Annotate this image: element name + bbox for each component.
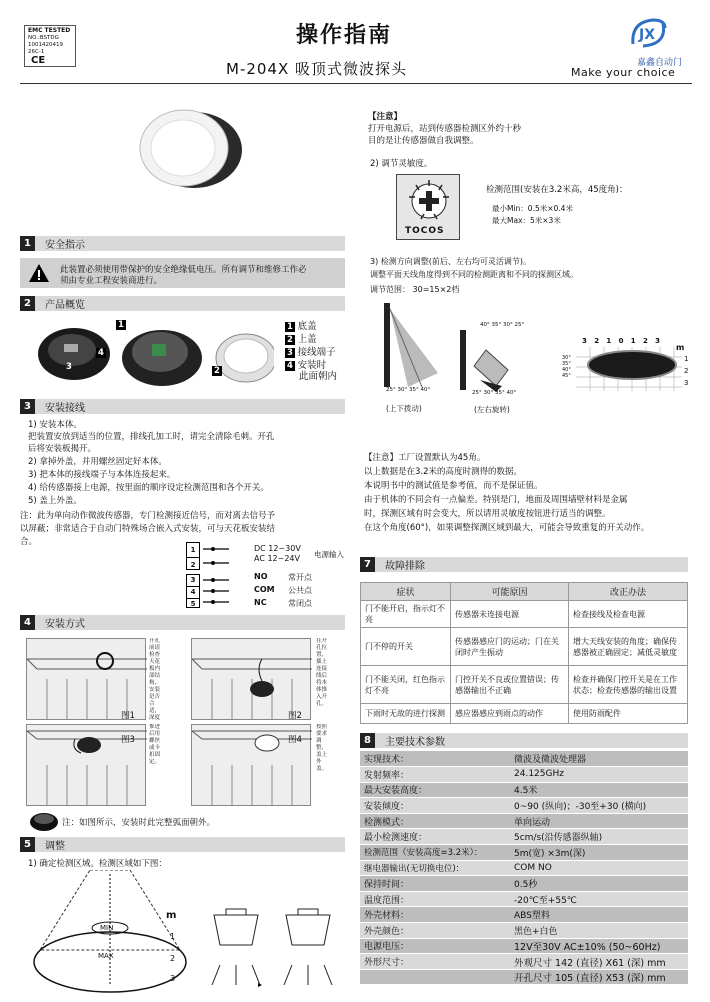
section-3-bar <box>20 399 345 414</box>
section-4-bar <box>20 615 345 630</box>
legend-text: 底盖 <box>297 321 317 332</box>
install-figures <box>26 638 346 806</box>
wiring-lines-svg <box>201 542 241 608</box>
spec-value: 外观尺寸 142 (直径) X61 (深) mm <box>510 954 688 970</box>
adjust-line-1: 1) 确定检测区域。检测区域如下图： <box>28 859 167 869</box>
grid-right-2: 2 <box>684 367 689 375</box>
section-8-title: 主要技术参数 <box>385 737 445 748</box>
install-figure-1 <box>26 638 146 720</box>
spec-key: 检测范围（安装高度=3.2米）： <box>360 845 510 861</box>
knob-dial-icon <box>397 175 461 225</box>
para-line-5: 在这个角度(60°)，如果调整探测区域到最大，可能会导致重复的开关动作。 <box>364 523 650 533</box>
part-num-3: 3 <box>66 362 72 372</box>
section-1-number: 1 <box>20 236 35 251</box>
table-row <box>361 666 688 704</box>
tilt-caption: (上下拨动) <box>386 404 422 413</box>
install-side-text-4: 按照要求调整，盖上外盖。 <box>316 724 328 772</box>
rotate-caption: (左右旋转) <box>474 405 510 414</box>
scale-tick-2: 2 <box>170 954 176 963</box>
table-cell: 传感器未连接电源 <box>451 601 569 628</box>
page-title: 操作指南 <box>296 23 393 48</box>
note-line-1: 打开电源后，站到传感器检测区外约十秒 <box>368 124 522 134</box>
table-header: 改正办法 <box>569 583 688 601</box>
wiring-line: 把装置安放到适当的位置，排线孔加工时，请完全清除毛刺。开孔 <box>28 432 275 442</box>
terminal-block-top <box>186 542 200 570</box>
grid-right-3: 3 <box>684 379 689 387</box>
table-header: 症状 <box>361 583 451 601</box>
section-3-number: 3 <box>20 399 35 414</box>
legend-num: 4 <box>287 361 293 371</box>
terminal-4: 4 <box>187 586 199 598</box>
wiring-line: 3) 把本体的接线端子与本体连接起来。 <box>28 470 176 480</box>
grid-x: 2 <box>642 337 648 345</box>
spec-key: 发射频率： <box>360 767 510 783</box>
relay-nc-text: 常闭点 <box>288 599 312 608</box>
rotate-angles-bottom: 25° 30° 35° 40° <box>472 390 517 396</box>
wiring-line: 合。 <box>20 537 38 547</box>
terminal-2: 2 <box>187 557 199 572</box>
section-4-number: 4 <box>20 615 35 630</box>
spec-row <box>360 798 688 814</box>
section-3-title: 安装接线 <box>45 403 85 414</box>
grid-left-3: 40° <box>562 367 571 373</box>
spec-key: 继电器输出(无切换电位)： <box>360 860 510 876</box>
grid-left-2: 35° <box>562 361 571 367</box>
spec-table <box>360 751 688 985</box>
knob-label: TOCOS <box>405 226 445 236</box>
scale-tick-3: 3 <box>170 974 176 983</box>
para-line-2: 本说明书中的测试值是参考值，而不是保证值。 <box>364 481 543 491</box>
legend-item-2 <box>285 331 317 345</box>
part-num-4: 4 <box>98 348 104 358</box>
spec-value: ABS塑料 <box>510 907 688 923</box>
mount-angle-diagrams <box>200 905 350 997</box>
spec-value: 5cm/s(沿传感器纵轴) <box>510 829 688 845</box>
grid-x: 0 <box>618 337 624 345</box>
table-cell: 检查并确保门控开关是在工作状态；检查传感器的输出设置 <box>569 666 688 704</box>
spec-value: 5m(宽) ×3m(深) <box>510 845 688 861</box>
wiring-line: 5) 盖上外盖。 <box>28 496 82 506</box>
spec-row <box>360 860 688 876</box>
brand-logo <box>627 14 669 52</box>
spec-key: 温度范围： <box>360 891 510 907</box>
grid-unit: m <box>676 343 685 352</box>
sensitivity-title: 2) 调节灵敏度。 <box>370 159 433 169</box>
spec-row <box>360 767 688 783</box>
detection-grid <box>562 337 692 397</box>
spec-value: 4.5米 <box>510 782 688 798</box>
spec-value: COM NO <box>510 860 688 876</box>
svg-text:JX: JX <box>639 27 656 43</box>
detection-area-diagram <box>30 870 190 994</box>
table-cell: 传感器感应门的运动；门在关闭时产生振动 <box>451 628 569 666</box>
spec-row <box>360 876 688 892</box>
detection-max-label: MAX <box>98 952 114 960</box>
para-line-4: 时，探测区域有时会变大，所以请用灵敏度按钮进行适当的调整。 <box>364 509 611 519</box>
product-photo-svg <box>128 104 248 194</box>
spec-key: 电源电压： <box>360 938 510 954</box>
install-figure-2 <box>191 638 311 720</box>
rotate-diagram <box>460 320 530 413</box>
relay-no-text: 常开点 <box>288 573 312 582</box>
table-row <box>361 601 688 628</box>
section-8-bar <box>360 733 688 748</box>
scale-tick-1: 1 <box>170 932 176 941</box>
spec-row <box>360 891 688 907</box>
tilt-diagram-svg <box>378 303 448 395</box>
spec-value: 黑色+白色 <box>510 923 688 939</box>
detection-min-label: MIN <box>100 924 114 932</box>
section-2-number: 2 <box>20 296 35 311</box>
legend-text: 接线端子 <box>297 347 336 358</box>
page-subtitle: M-204X 吸顶式微波探头 <box>226 60 408 78</box>
tilt-angles: 25° 30° 35° 40° <box>386 387 431 393</box>
legend-item-3 <box>285 344 336 358</box>
install-note-icon <box>28 810 60 832</box>
spec-key: 外形尺寸： <box>360 954 510 970</box>
grid-x: 2 <box>594 337 600 345</box>
mount-angle-svg <box>200 905 350 997</box>
grid-x: 3 <box>582 337 587 345</box>
range-title: 检测范围(安装在3.2米高，45度角)： <box>486 185 628 195</box>
figure-2-label: 图2 <box>288 711 302 721</box>
tilt-diagram <box>378 303 448 413</box>
spec-value: 单向运动 <box>510 813 688 829</box>
spec-row <box>360 907 688 923</box>
wiring-line: 以屏蔽；非常适合于自动门特殊场合嵌入式安装，可与天花板安装结 <box>20 524 276 534</box>
legend-item-4-extra: 此面朝内 <box>299 371 338 382</box>
safety-warning-box <box>20 258 345 288</box>
relay-com-text: 公共点 <box>288 586 312 595</box>
brand-name: 嘉鑫自动门 <box>637 58 683 68</box>
spec-row <box>360 954 688 970</box>
para-line-3: 由于机体的不同会有一点偏差。特别是门，地面及周围墙壁材料是金属 <box>364 495 628 505</box>
rotate-angles-top: 40° 35° 30° 25° <box>480 322 525 328</box>
emc-line1: EMC TESTED <box>28 27 71 34</box>
grid-top-labels <box>582 337 660 345</box>
section-2-bar <box>20 296 345 311</box>
emc-label <box>24 25 76 67</box>
spec-key: 实现技术： <box>360 751 510 767</box>
spec-key: 保持时间： <box>360 876 510 892</box>
spec-row <box>360 845 688 861</box>
table-cell: 感应器感应到雨点的动作 <box>451 704 569 724</box>
spec-key: 最大安装高度： <box>360 782 510 798</box>
spec-key: 外壳颜色： <box>360 923 510 939</box>
spec-key: 安装倾度： <box>360 798 510 814</box>
direction-line-3: 调节范围： 30=15×2档 <box>370 285 460 294</box>
table-cell: 增大天线安装的角度；确保传感器被正确固定；减低灵敏度 <box>569 628 688 666</box>
legend-text: 上盖 <box>297 334 317 345</box>
table-row <box>361 704 688 724</box>
table-cell: 下雨时无故的进行探测 <box>361 704 451 724</box>
wiring-line: 4) 给传感器接上电源，按里面的顺序设定检测范围和各个开关。 <box>28 483 269 493</box>
note-heading: 【注意】 <box>368 112 403 122</box>
table-cell: 门不能关闭，红色指示灯不亮 <box>361 666 451 704</box>
spec-key: 最小检测速度： <box>360 829 510 845</box>
brand-slogan: Make your choice <box>571 66 676 79</box>
sensor-small-icon <box>28 810 60 832</box>
factory-note: 【注意】工厂设置默认为45角。 <box>364 453 486 463</box>
section-1-title: 安全指示 <box>45 240 85 251</box>
grid-x: 3 <box>655 337 660 345</box>
figure-4-label: 图4 <box>288 735 302 745</box>
install-figure-3 <box>26 724 146 806</box>
install-side-text-3: 推进后用螺丝或卡扣固定。 <box>149 724 161 765</box>
ce-mark: CE <box>31 55 46 66</box>
detection-area-svg <box>30 870 190 994</box>
spec-row <box>360 782 688 798</box>
section-7-number: 7 <box>360 557 375 572</box>
product-photo <box>128 104 248 194</box>
range-min: 最小Min：0.5米×0.4米 <box>492 204 573 213</box>
safety-warning-line1: 此装置必须使用带保护的安全绝缘低电压。所有调节和维修工作必 <box>60 265 307 275</box>
product-overview-figure <box>34 318 274 390</box>
wiring-line: 2) 拿掉外盖，并用螺丝固定好本体。 <box>28 457 167 467</box>
spec-value: 12V至30V AC±10% (50~60Hz) <box>510 938 688 954</box>
grid-left-1: 30° <box>562 355 571 361</box>
part-num-2: 2 <box>214 366 220 376</box>
table-header-row <box>361 583 688 601</box>
spec-key <box>360 969 510 985</box>
section-5-bar <box>20 837 345 852</box>
grid-right-1: 1 <box>684 355 689 363</box>
part-num-1: 1 <box>118 320 124 330</box>
table-cell: 门不停的开关 <box>361 628 451 666</box>
relay-com: COM <box>254 585 275 594</box>
section-1-bar <box>20 236 345 251</box>
header-rule <box>20 83 692 84</box>
table-cell: 检查接线及检查电源 <box>569 601 688 628</box>
spec-row <box>360 969 688 985</box>
terminal-5: 5 <box>187 598 199 610</box>
section-5-title: 调整 <box>45 841 65 852</box>
terminal-block-bottom <box>186 574 200 608</box>
spec-key: 检测模式： <box>360 813 510 829</box>
detection-grid-svg <box>576 347 689 391</box>
relay-no: NO <box>254 572 268 581</box>
spec-value: -20℃至+55℃ <box>510 891 688 907</box>
scale-unit: m <box>166 910 177 921</box>
sensitivity-knob <box>396 174 460 240</box>
warning-icon <box>28 263 50 283</box>
safety-warning-line2: 须由专业工程安装商进行。 <box>60 276 163 286</box>
brand-logo-icon <box>627 14 669 52</box>
figure-1-label: 图1 <box>121 711 135 721</box>
spec-value: 24.125GHz <box>510 767 688 783</box>
product-parts-svg <box>34 318 274 390</box>
figure-3-label: 图3 <box>121 735 135 745</box>
emc-line4: 26C-1 <box>28 49 45 55</box>
spec-key: 外壳材料： <box>360 907 510 923</box>
terminal-1: 1 <box>190 546 196 554</box>
power-ac: AC 12~24V <box>254 554 300 563</box>
wiring-line: 注：此为单向动作微波传感器，专门检测接近信号，而对离去信号予 <box>20 511 276 521</box>
install-figure-4 <box>191 724 311 806</box>
wiring-line: 后将安装板揭开。 <box>28 444 97 454</box>
install-side-text-2: 在开孔位置，插上连接线后将本体推入开孔。 <box>316 638 328 707</box>
spec-row <box>360 923 688 939</box>
spec-row <box>360 829 688 845</box>
section-8-number: 8 <box>360 733 375 748</box>
wiring-line: 1) 安装本体。 <box>28 420 82 430</box>
section-4-title: 安装方式 <box>45 619 85 630</box>
table-cell: 门不能开启，指示灯不亮 <box>361 601 451 628</box>
power-dc: DC 12~30V <box>254 544 301 553</box>
spec-value: 0~90 (纵向)；-30至+30 (横向) <box>510 798 688 814</box>
table-cell: 使用防雨配件 <box>569 704 688 724</box>
legend-item-1 <box>285 318 317 332</box>
spec-row <box>360 751 688 767</box>
relay-nc: NC <box>254 598 267 607</box>
table-cell: 门控开关不良或位置错误；传感器输出不正确 <box>451 666 569 704</box>
install-note: 注：如图所示，安装时此完整弧面朝外。 <box>62 818 216 828</box>
direction-line-1: 3) 检测方向调整(前后、左右均可灵活调节)。 <box>370 257 531 266</box>
power-input-label: 电源输入 <box>314 550 344 559</box>
grid-x: 1 <box>630 337 636 345</box>
table-header: 可能原因 <box>451 583 569 601</box>
range-max: 最大Max：5米×3米 <box>492 216 561 225</box>
emc-line3: 1001420419 <box>28 42 63 48</box>
section-7-bar <box>360 557 688 572</box>
troubleshooting-table <box>360 582 688 724</box>
spec-row <box>360 938 688 954</box>
legend-num: 3 <box>287 348 293 358</box>
table-row <box>361 628 688 666</box>
direction-line-2: 调整平面天线角度得到不同的检测距离和不同的探测区域。 <box>370 270 578 279</box>
spec-value: 开孔尺寸 105 (直径) X53 (深) mm <box>510 969 688 985</box>
section-7-title: 故障排除 <box>385 561 425 572</box>
wiring-diagram <box>186 542 356 608</box>
install-side-text-1: 开孔前请检查天花板内部结构，安装是否合适，深度 <box>149 638 161 720</box>
spec-value: 0.5秒 <box>510 876 688 892</box>
para-line-1: 以上数据是在3.2米的高度时测得的数据。 <box>364 467 523 477</box>
section-2-title: 产品概览 <box>45 300 85 311</box>
section-5-number: 5 <box>20 837 35 852</box>
legend-text: 安装时 <box>297 360 327 371</box>
spec-row <box>360 813 688 829</box>
grid-left-4: 45° <box>562 373 571 379</box>
grid-x: 1 <box>606 337 612 345</box>
legend-num: 2 <box>287 335 293 345</box>
emc-line2: NO.:BSTDG <box>28 35 59 41</box>
legend-num: 1 <box>287 322 293 332</box>
note-line-2: 目的是让传感器做自我调整。 <box>368 136 479 146</box>
terminal-3: 3 <box>190 576 196 584</box>
spec-value: 微波及微波处理器 <box>510 751 688 767</box>
